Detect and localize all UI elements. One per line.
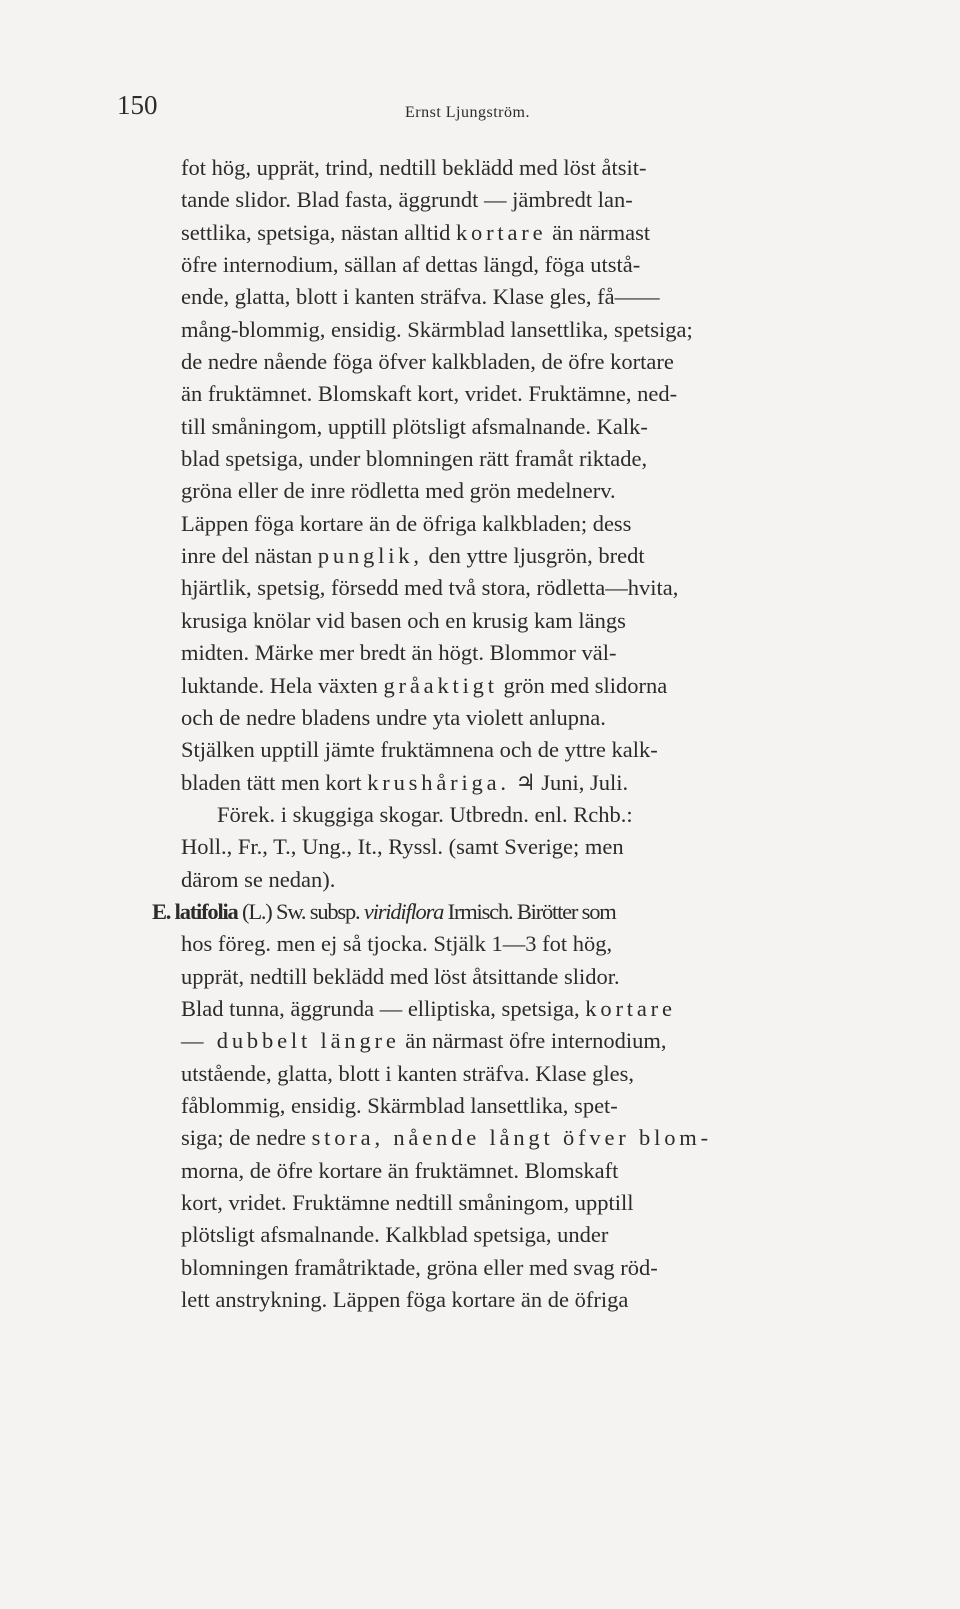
text-line: därom se nedan). bbox=[181, 866, 336, 892]
text-line: morna, de öfre kortare än fruktämnet. Blomskaft bbox=[181, 1157, 619, 1183]
text-line: Läppen föga kortare än de öfriga kalkbladen; dess bbox=[181, 510, 632, 536]
text-line: kort, vridet. Fruktämne nedtill småningom, upptill bbox=[181, 1190, 634, 1215]
text-line bbox=[181, 1122, 881, 1154]
text-line: plötsligt afsmalnande. Kalkblad spetsiga, under bbox=[181, 1222, 609, 1248]
text-run: Irmisch. Birötter som bbox=[447, 898, 616, 924]
spaced-word: — dubbelt längre bbox=[181, 1028, 400, 1054]
text-run: inre del nästan bbox=[181, 543, 313, 569]
text-line: mång-blommig, ensidig. Skärmblad lansettlika, spetsiga; bbox=[181, 316, 693, 342]
text-line: tande slidor. Blad fasta, äggrundt — jämbredt lan- bbox=[181, 187, 633, 213]
text-line: lett anstrykning. Läppen föga kortare än de öfriga bbox=[181, 1287, 629, 1313]
text-run: än närmast öfre internodium, bbox=[405, 1028, 667, 1054]
spaced-word: kortare bbox=[455, 219, 547, 245]
text-line bbox=[181, 540, 881, 572]
text-line: Holl., Fr., T., Ung., It., Ryssl. (samt Sverige; men bbox=[181, 834, 624, 860]
text-line: krusiga knölar vid basen och en krusig kam längs bbox=[181, 607, 626, 633]
text-line: de nedre nående föga öfver kalkbladen, de öfre kortare bbox=[181, 349, 674, 375]
text-line: och de nedre bladens undre yta violett anlupna. bbox=[181, 704, 606, 730]
text-line: än fruktämnet. Blomskaft kort, vridet. Fruktämne, ned- bbox=[181, 381, 678, 407]
text-line: upprät, nedtill beklädd med löst åtsittande slidor. bbox=[181, 963, 620, 989]
text-line: utstående, glatta, blott i kanten sträfva. Klase gles, bbox=[181, 1060, 634, 1086]
text-line: blomningen framåtriktade, gröna eller med svag röd- bbox=[181, 1254, 658, 1280]
text-line: fåblommig, ensidig. Skärmblad lansettlika, spet- bbox=[181, 1092, 618, 1118]
text-run: luktande. Hela växten bbox=[181, 672, 378, 698]
flowering-time: ♃ Juni, Juli. bbox=[515, 769, 629, 795]
text-line bbox=[181, 1025, 881, 1057]
text-run: än närmast bbox=[552, 219, 651, 245]
text-line: ende, glatta, blott i kanten sträfva. Klase gles, få—— bbox=[181, 284, 660, 310]
spaced-word: krushåriga. bbox=[367, 769, 510, 795]
text-line bbox=[181, 993, 881, 1025]
text-line: fot hög, upprät, trind, nedtill beklädd med löst åtsit- bbox=[181, 155, 647, 180]
text-line bbox=[181, 767, 881, 799]
running-title: Ernst Ljungström. bbox=[405, 104, 530, 121]
subspecies-name: viridiflora bbox=[363, 898, 444, 924]
text-line: till småningom, upptill plötsligt afsmalnande. Kalk- bbox=[181, 413, 648, 439]
spaced-word: punglik, bbox=[317, 543, 423, 569]
text-line: blad spetsiga, under blomningen rätt framåt riktade, bbox=[181, 446, 648, 472]
spaced-word: gråaktigt bbox=[383, 672, 498, 698]
running-head bbox=[0, 0, 960, 140]
taxon-heading-line bbox=[152, 896, 881, 928]
text-run: siga; de nedre bbox=[181, 1125, 306, 1151]
text-line: hjärtlik, spetsig, försedd med två stora, rödletta—hvita, bbox=[181, 575, 679, 601]
text-line bbox=[181, 217, 881, 249]
text-line: midten. Märke mer bredt än högt. Blommor väl- bbox=[181, 640, 617, 666]
taxon-name: E. latifolia bbox=[152, 898, 238, 924]
page-number: 150 bbox=[117, 90, 158, 120]
text-run: grön med slidorna bbox=[503, 672, 668, 698]
text-line bbox=[181, 670, 881, 702]
text-line: Förek. i skuggiga skogar. Utbredn. enl. Rchb.: bbox=[217, 801, 633, 827]
body-text bbox=[152, 152, 881, 1316]
spaced-word: kortare bbox=[585, 995, 676, 1021]
text-line: hos föreg. men ej så tjocka. Stjälk 1—3 fot hög, bbox=[181, 931, 613, 957]
text-line: öfre internodium, sällan af dettas längd, föga utstå- bbox=[181, 252, 641, 278]
spaced-word: stora, nående långt öfver blom- bbox=[311, 1125, 712, 1151]
text-line: Stjälken upptill jämte fruktämnena och de yttre kalk- bbox=[181, 737, 658, 763]
text-run: (L.) Sw. subsp. bbox=[242, 898, 360, 924]
text-line: gröna eller de inre rödletta med grön medelnerv. bbox=[181, 478, 616, 504]
text-run: Blad tunna, äggrunda — elliptiska, spetsiga, bbox=[181, 995, 580, 1021]
text-run: settlika, spetsiga, nästan alltid bbox=[181, 219, 451, 245]
text-run: den yttre ljusgrön, bredt bbox=[428, 543, 645, 569]
text-run: bladen tätt men kort bbox=[181, 769, 362, 795]
